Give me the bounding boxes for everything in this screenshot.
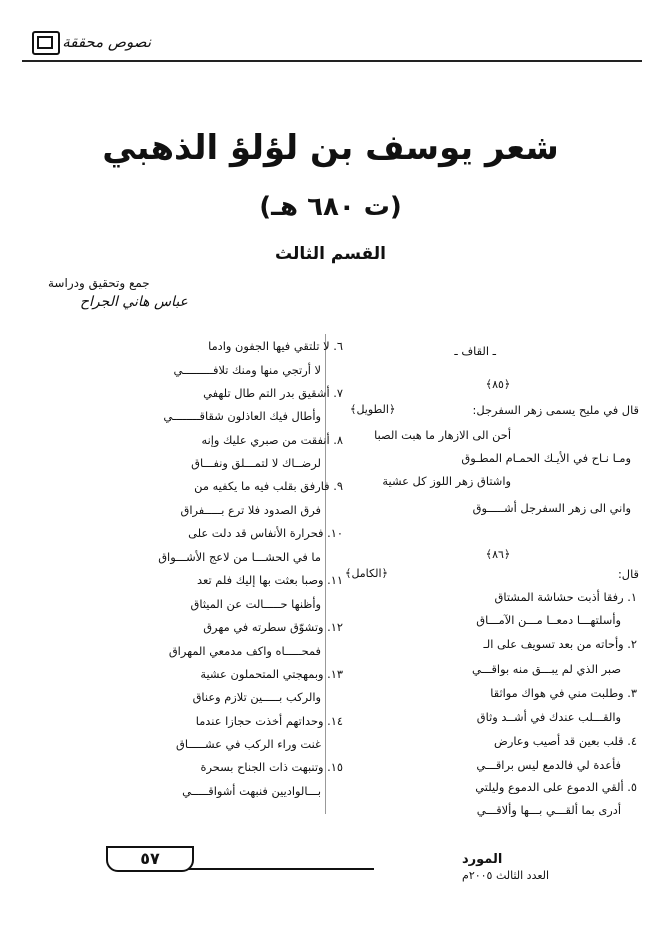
header-title: نصوص محققة	[62, 33, 151, 51]
verse-line: لرضــاك لا لتمـــلق ونفـــاق	[191, 456, 321, 470]
verse-line: ما في الحشـــا من لاعج الأشـــواق	[158, 550, 321, 564]
poem-number-86: ﴿٨٦﴾	[485, 548, 511, 561]
credit-role: جمع وتحقيق ودراسة	[48, 276, 150, 290]
verse-line: ٨. أنفقت من صبري عليك وإنه	[201, 433, 343, 447]
verse-line: أدرى بما ألقـــي بـــها وألاقـــي	[476, 803, 621, 817]
page-title: شعر يوسف بن لؤلؤ الذهبي	[102, 128, 559, 168]
verse-line: ٦. لا تلتقي فيها الجفون وادما	[208, 339, 343, 353]
verse-line: ٧. أشقيق بدر التم طال تلهفي	[203, 386, 343, 400]
verse-line: والركب بـــــين تلازم وعناق	[192, 690, 321, 704]
verse-line: ٤. قلب بعين قد أصيب وعارض	[494, 734, 637, 748]
verse-line: ١. رفقا أذبت حشاشة المشتاق	[494, 590, 637, 604]
footer-divider	[188, 868, 374, 870]
letter-heading: ـ القاف ـ	[454, 344, 496, 358]
verse-line: فرق الصدود فلا ترع بـــــفراق	[180, 503, 321, 517]
verse-line: ٣. وطلبت مني في هواك مواثقا	[490, 686, 637, 700]
verse-line: ١١. وصبا بعثت بها إليك فلم تعد	[197, 573, 343, 587]
verse-line: وأسلتهـــا دمعــا مـــن الآمـــاق	[476, 613, 621, 627]
verse-line: وأظنها حـــــالت عن الميثاق	[190, 597, 321, 611]
verse-line: بـــالواديين فنبهت أشواقـــــي	[182, 784, 321, 798]
poem-85-meter: ﴿الطويل﴾	[350, 403, 396, 416]
page-subtitle: (ت ٦٨٠ هـ)	[259, 192, 402, 222]
verse-line: ومـا نـاح في الأيـك الحمـام المطـوق	[461, 451, 631, 465]
verse-line: غنت وراء الركب في عشـــــاق	[175, 737, 321, 751]
page-number: ٥٧	[106, 846, 194, 872]
verse-line: أحن الى الازهار ما هبت الصبا	[374, 428, 511, 442]
verse-line: فمحـــــاه واكف مدمعي المهراق	[168, 644, 321, 658]
verse-line: ١٤. وحداتهم أخذت حجازا عندما	[195, 714, 343, 728]
credit-author: عباس هاني الجراح	[80, 294, 188, 310]
verse-line: صبر الذي لم يبـــق منه بواقـــي	[471, 662, 621, 676]
verse-line: ٢. وأحاته من بعد تسويف على الـ	[483, 637, 637, 651]
header-book-icon	[32, 31, 60, 55]
verse-line: ١٥. وتنبهت ذات الجناح بسحرة	[200, 760, 343, 774]
journal-name: المورد	[462, 852, 503, 867]
poem-number-85: ﴿٨٥﴾	[485, 378, 511, 391]
verse-line: لا أرتجي منها ومنك تلافـــــــــي	[173, 363, 321, 377]
verse-line: واني الى زهر السفرجل أشـــــوق	[472, 501, 631, 515]
header-divider	[22, 60, 642, 62]
verse-line: واشتاق زهر اللوز كل عشية	[382, 474, 511, 488]
verse-line: ١٣. وبمهجتي المتحملون عشية	[200, 667, 343, 681]
verse-line: ٩. فارفق بقلب فيه ما يكفيه من	[194, 479, 343, 493]
journal-issue: العدد الثالث ٢٠٠٥م	[462, 869, 550, 882]
verse-line: ١٢. وتشوّق سطرته في مهرق	[203, 620, 343, 634]
poem-86-meter: ﴿الكامل﴾	[345, 567, 388, 580]
section-label: القسم الثالث	[275, 244, 386, 264]
poem-85-intro: قال في مليح يسمى زهر السفرجل:	[472, 403, 639, 417]
poem-86-intro: قال:	[617, 567, 639, 581]
verse-line: وأطال فيك العاذلون شقاقــــــــي	[163, 409, 321, 423]
verse-line: ٥. ألقي الدموع على الدموع وليلتي	[475, 780, 637, 794]
verse-line: ١٠. فحرارة الأنفاس قد دلت على	[188, 526, 343, 540]
verse-line: فأعدة لي فالدمع ليس براقـــي	[476, 758, 621, 772]
verse-line: والقـــلب عندك في أشــد وثاق	[476, 710, 621, 724]
